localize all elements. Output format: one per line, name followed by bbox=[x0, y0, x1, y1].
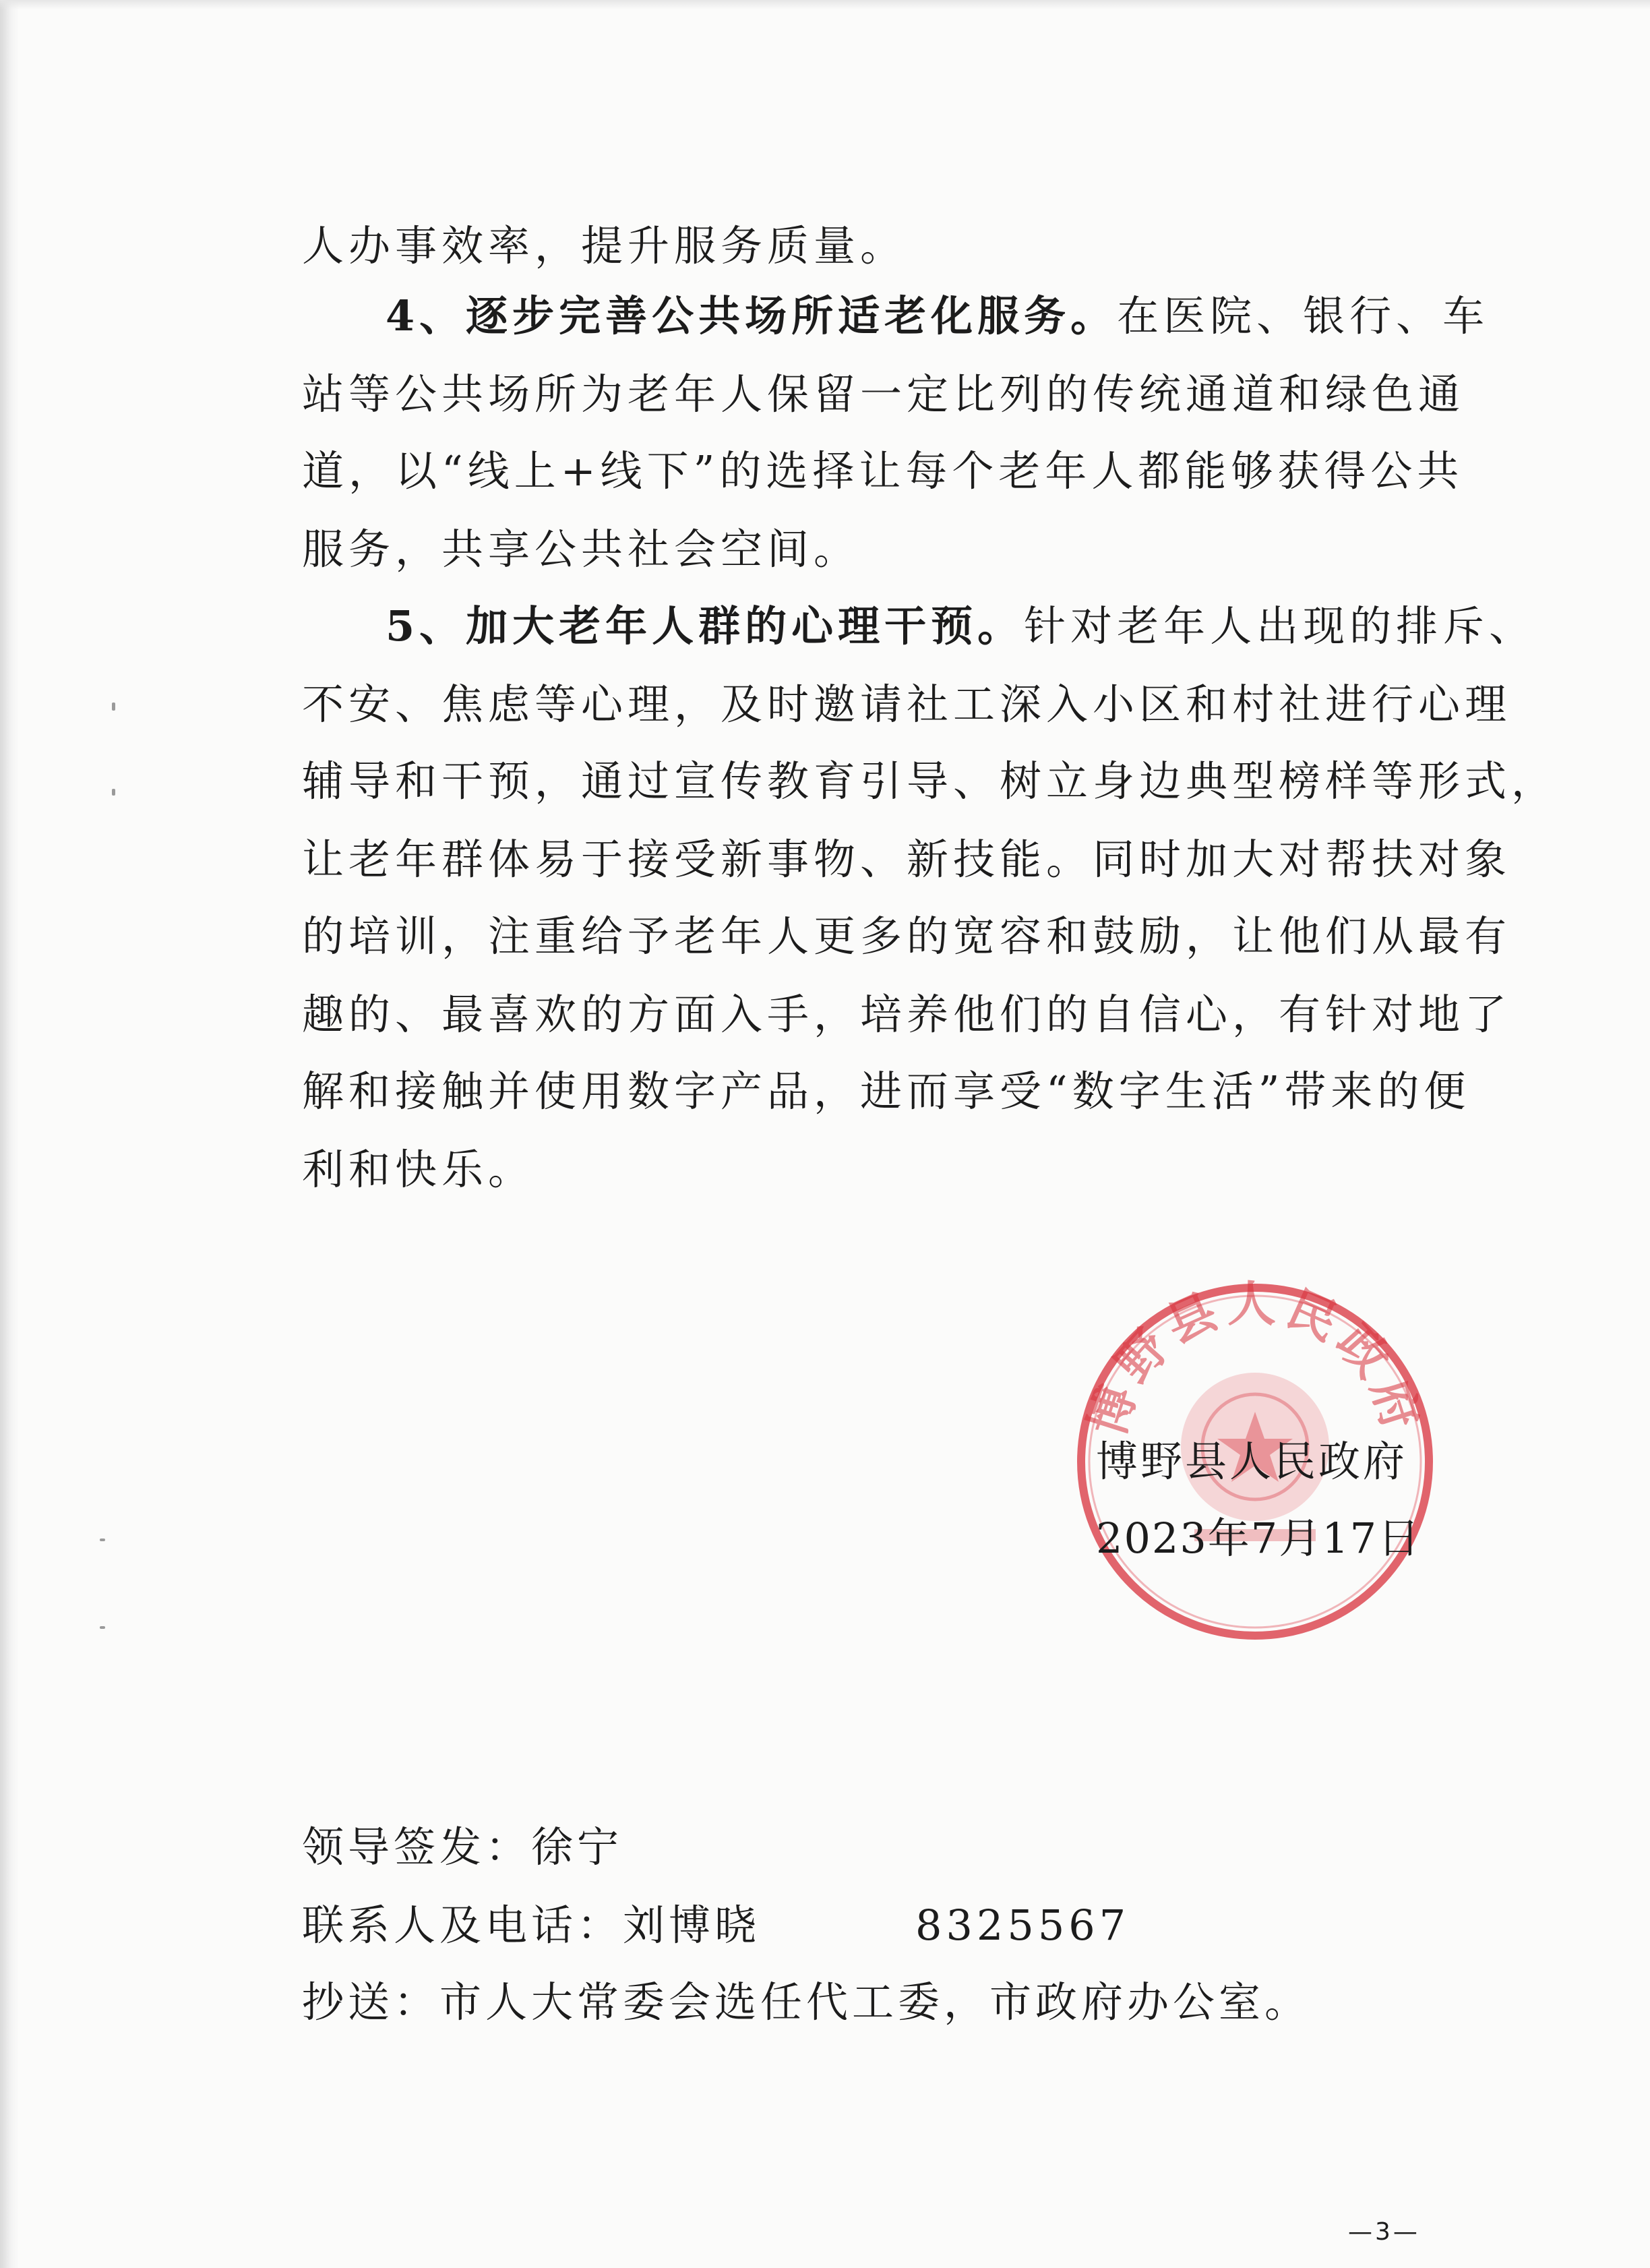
seal-lettering: 博野县人民政府 bbox=[1077, 1280, 1433, 1443]
signer-line bbox=[302, 1814, 623, 1874]
item-4-heading-line bbox=[302, 276, 1490, 356]
scan-edge-left bbox=[0, 0, 19, 2268]
contact-name: 刘博晓 bbox=[623, 1901, 761, 1950]
scan-speck bbox=[100, 1626, 105, 1629]
issuer-name: 博野县人民政府 bbox=[1096, 1437, 1408, 1486]
paragraph-text: 人办事效率，提升服务质量。 bbox=[302, 221, 907, 270]
paragraph-line: 利和快乐。 bbox=[302, 1145, 535, 1194]
cc-recipients: 市人大常委会选任代工委，市政府办公室。 bbox=[439, 1977, 1311, 2027]
paragraph-text: 针对老年人出现的排斥、 bbox=[1024, 601, 1536, 651]
contact-label: 联系人及电话： bbox=[302, 1901, 623, 1950]
paragraph-line: 不安、焦虑等心理，及时邀请社工深入小区和村社进行心理 bbox=[302, 680, 1512, 729]
paragraph-line: 辅导和干预，通过宣传教育引导、树立身边典型榜样等形式， bbox=[302, 756, 1558, 806]
item-5-heading-line bbox=[302, 587, 1536, 666]
paragraph-line bbox=[302, 206, 1407, 286]
scan-speck bbox=[100, 1539, 105, 1541]
scan-speck bbox=[112, 789, 115, 796]
item-5-heading: 5、加大老年人群的心理干预。 bbox=[386, 601, 1025, 651]
scan-speck bbox=[112, 703, 115, 711]
scan-edge-top bbox=[0, 0, 1650, 9]
paragraph-line: 解和接触并使用数字产品，进而享受“数字生活”带来的便 bbox=[302, 1067, 1471, 1116]
paragraph-line: 趣的、最喜欢的方面入手，培养他们的自信心，有针对地了 bbox=[302, 990, 1512, 1039]
page-number: —3— bbox=[1348, 2218, 1420, 2246]
cc-label: 抄送： bbox=[302, 1977, 440, 2027]
contact-line bbox=[302, 1892, 1130, 1952]
item-4-heading: 4、逐步完善公共场所适老化服务。 bbox=[386, 291, 1118, 340]
paragraph-line: 站等公共场所为老年人保留一定比列的传统通道和绿色通 bbox=[302, 369, 1465, 419]
paragraph-line: 让老年群体易于接受新事物、新技能。同时加大对帮扶对象 bbox=[302, 835, 1512, 884]
paragraph-line: 的培训，注重给予老年人更多的宽容和鼓励，让他们从最有 bbox=[302, 912, 1512, 961]
cc-line bbox=[302, 1969, 1310, 2029]
signer-label: 领导签发： bbox=[302, 1822, 532, 1872]
paragraph-line: 服务，共享公共社会空间。 bbox=[302, 525, 861, 574]
paragraph-line: 道，以“线上+线下”的选择让每个老年人都能够获得公共 bbox=[302, 446, 1464, 496]
contact-phone: 8325567 bbox=[915, 1901, 1130, 1950]
paragraph-text: 在医院、银行、车 bbox=[1117, 291, 1490, 340]
issue-date: 2023年7月17日 bbox=[1096, 1514, 1422, 1563]
signer-name: 徐宁 bbox=[531, 1822, 623, 1872]
